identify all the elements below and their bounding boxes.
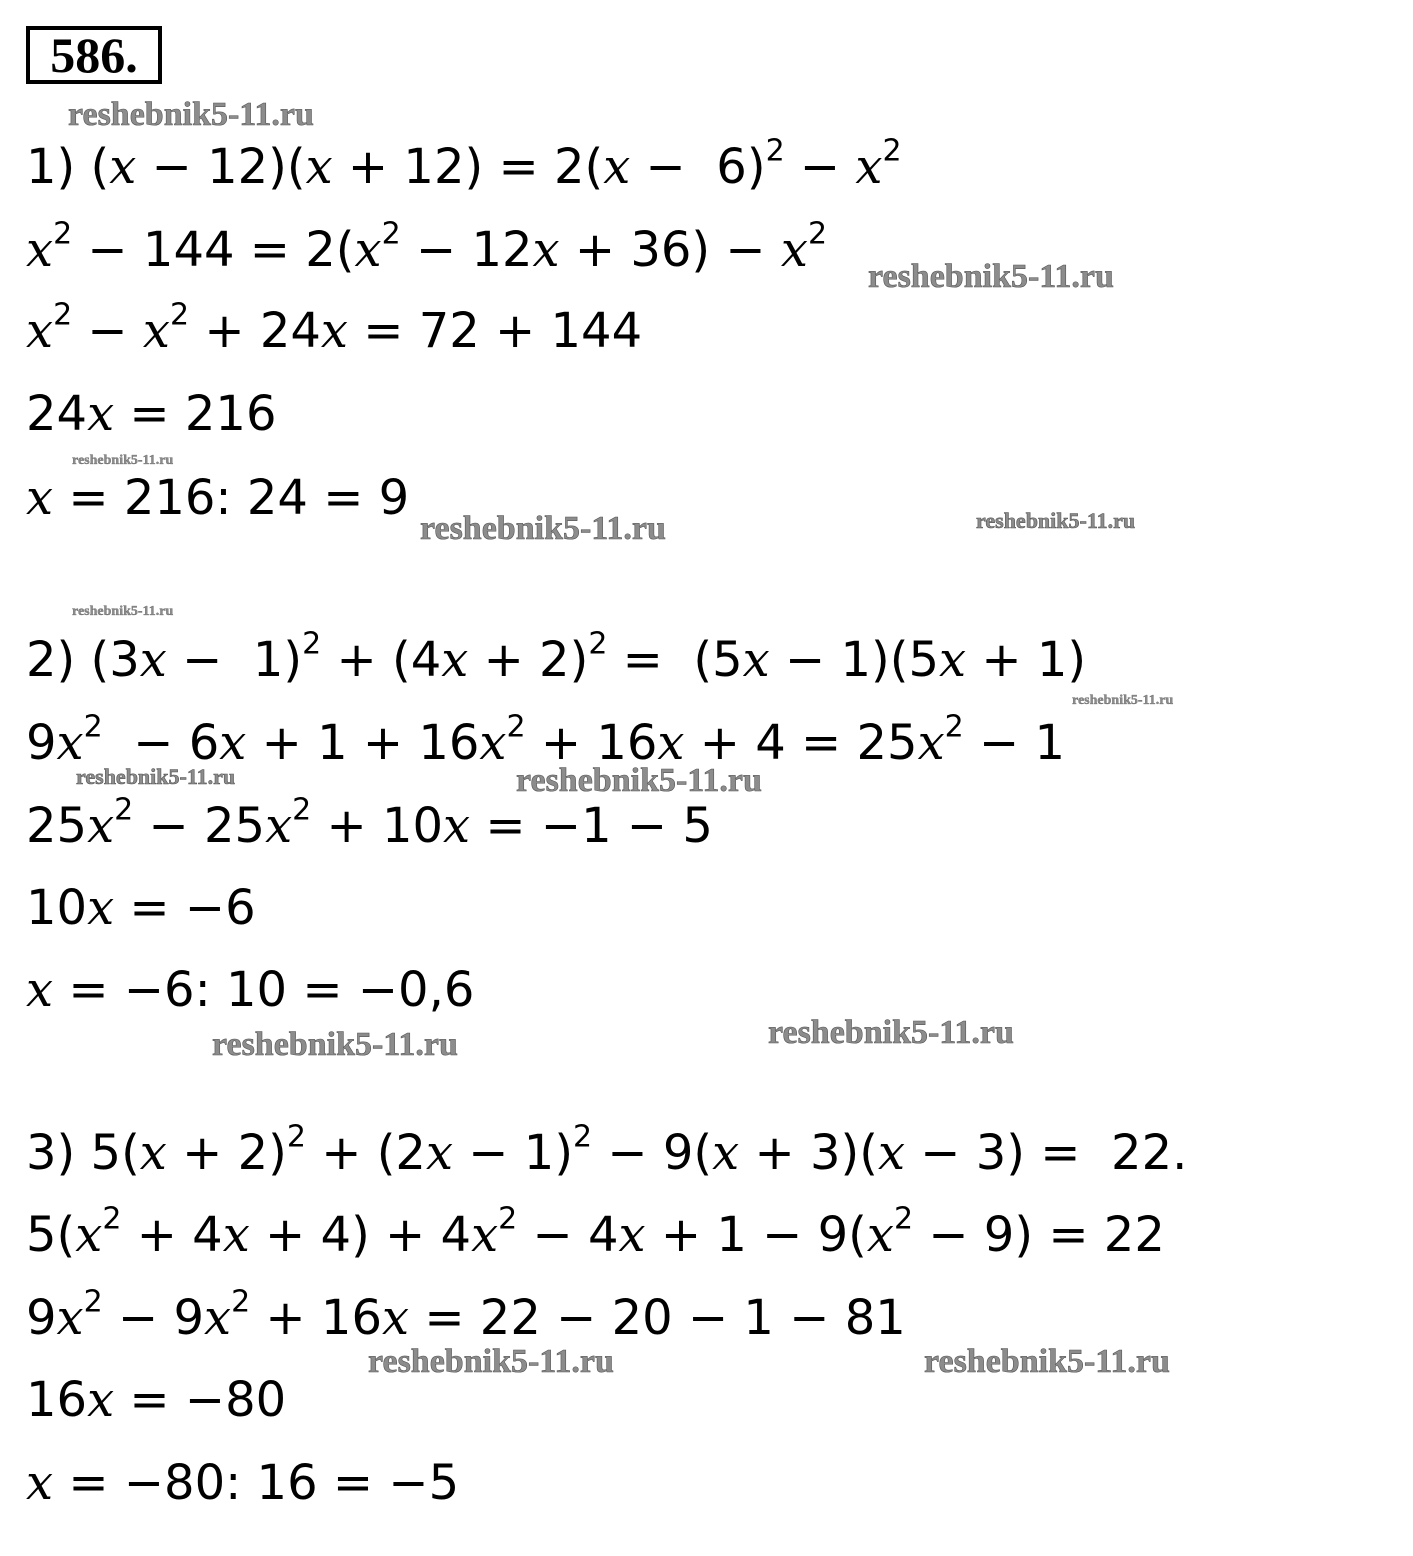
part3-line3: $9x^2 - 9x^2 + 16x = 22 - 20 - 1 - 81$ bbox=[26, 1284, 906, 1346]
part1-line5: x = 216: 24 = 9 bbox=[26, 470, 410, 526]
part1-line1: 1) $(x - 12)(x + 12) = 2(x - 6)^2 - x^2$ bbox=[26, 133, 902, 195]
problem-number: 586. bbox=[26, 26, 162, 84]
part2-line1: 2) $(3x - 1)^2 + (4x + 2)^2 = (5x - 1)(5x + 1)$ bbox=[26, 626, 1087, 688]
part1-line2: $x^2 - 144 = 2(x^2 - 12x + 36) - x^2$ bbox=[26, 216, 828, 278]
watermark: reshebnik5-11.ru bbox=[420, 510, 666, 547]
part3-line4: 16x = −80 bbox=[26, 1372, 287, 1428]
watermark: reshebnik5-11.ru bbox=[212, 1026, 458, 1063]
watermark: reshebnik5-11.ru bbox=[1072, 693, 1174, 708]
watermark: reshebnik5-11.ru bbox=[72, 604, 174, 619]
watermark: reshebnik5-11.ru bbox=[868, 258, 1114, 295]
part2-line4: 10x = −6 bbox=[26, 880, 256, 936]
watermark: reshebnik5-11.ru bbox=[368, 1343, 614, 1380]
watermark: reshebnik5-11.ru bbox=[924, 1343, 1170, 1380]
watermark: reshebnik5-11.ru bbox=[68, 96, 314, 133]
part3-line5: x = −80: 16 = −5 bbox=[26, 1455, 460, 1511]
watermark: reshebnik5-11.ru bbox=[516, 762, 762, 799]
watermark: reshebnik5-11.ru bbox=[768, 1014, 1014, 1051]
part2-line5: x = −6: 10 = −0,6 bbox=[26, 962, 475, 1018]
part2-line3: $25x^2 - 25x^2 + 10x = -1 - 5$ bbox=[26, 792, 713, 854]
watermark: reshebnik5-11.ru bbox=[976, 508, 1136, 533]
part3-line2: $5(x^2 + 4x + 4) + 4x^2 - 4x + 1 - 9(x^2 - 9) = 22$ bbox=[26, 1201, 1165, 1263]
part3-line1: 3) $5(x + 2)^2 + (2x - 1)^2 - 9(x + 3)(x - 3) = 22$. bbox=[26, 1119, 1188, 1181]
part1-line4: 24x = 216 bbox=[26, 386, 277, 442]
watermark: reshebnik5-11.ru bbox=[76, 764, 236, 789]
watermark: reshebnik5-11.ru bbox=[72, 453, 174, 468]
part2-line2: $9x^2 - 6x + 1 + 16x^2 + 16x + 4 = 25x^2 - 1$ bbox=[26, 709, 1066, 771]
part1-line3: $x^2 - x^2 + 24x = 72 + 144$ bbox=[26, 297, 643, 359]
